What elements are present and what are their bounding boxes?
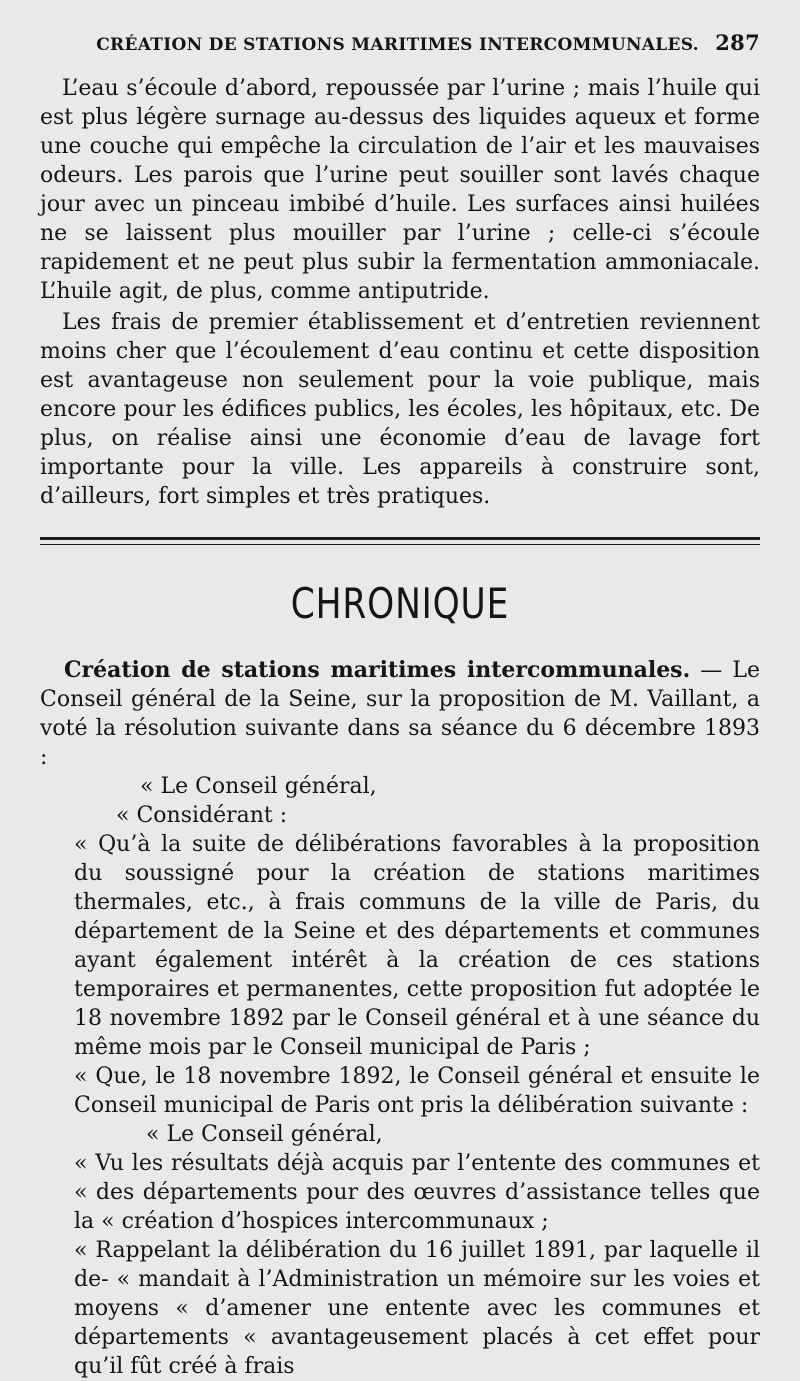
intro-paragraph-1: L’eau s’écoule d’abord, repoussée par l’urine ; mais l’huile qui est plus légère surnage au-dessus des liquides aqueux et forme une couche qui empêche la circulation de l’air et les mauvaises odeurs. Les parois que l’urine peut souiller sont lavés chaque jour avec un pinceau imbibé d’huile. Les surfaces ainsi huilées ne se laissent plus mouiller par l’urine ; celle-ci s’écoule rapidement et ne peut plus subir la fermentation ammoniacale. L’huile agit, de plus, comme antiputride. [40, 76, 760, 304]
article-heading: Création de stations maritimes intercommunales. [64, 657, 691, 683]
page-number: 287 [715, 30, 760, 55]
running-title: CRÉATION DE STATIONS MARITIMES INTERCOMMUNALES. [96, 35, 700, 55]
quote-paragraph-rappelant: « Rappelant la délibération du 16 juillet 1891, par laquelle il de- « mandait à l’Administration un mémoire sur les voies et moyens « d’amener une entente avec les communes et départements « avantageusement placés à cet effet pour qu’il fût créé à frais [74, 1238, 760, 1379]
section-title: CHRONIQUE [290, 579, 510, 628]
quote-paragraph-que: « Que, le 18 novembre 1892, le Conseil général et ensuite le Conseil municipal de Paris ont pris la délibération suivante : [74, 1064, 760, 1118]
section-divider [40, 537, 760, 545]
article-lead-paragraph [40, 656, 760, 772]
quote-considerant: « Considérant : [116, 803, 288, 828]
intro-paragraph-2: Les frais de premier établissement et d’entretien reviennent moins cher que l’écoulement d’eau continu et cette disposition est avantageuse non seulement pour la voie publique, mais encore pour les édifices publics, les écoles, les hôpitaux, etc. De plus, on réalise ainsi une économie d’eau de lavage fort importante pour la ville. Les appareils à construire sont, d’ailleurs, fort simples et très pratiques. [40, 310, 760, 509]
page-header [40, 30, 760, 64]
article-lead: — Le Conseil général de la Seine, sur la proposition de M. Vaillant, a voté la résolution suivante dans sa séance du 6 décembre 1893 : [40, 658, 760, 770]
quote-conseil-general-2: « Le Conseil général, [146, 1122, 383, 1147]
quote-paragraph-qu: « Qu’à la suite de délibérations favorables à la proposition du soussigné pour la création de stations maritimes thermales, etc., à frais communs de la ville de Paris, du département de la Seine et des départements et communes ayant également intérêt à la création de ces stations temporaires et permanentes, cette proposition fut adoptée le 18 novembre 1892 par le Conseil général et à une séance du même mois par le Conseil municipal de Paris ; [74, 832, 760, 1060]
quote-conseil-general-1: « Le Conseil général, [140, 774, 377, 799]
quote-paragraph-vu: « Vu les résultats déjà acquis par l’entente des communes et « des départements pour des œuvres d’assistance telles que la « création d’hospices intercommunaux ; [74, 1151, 760, 1234]
